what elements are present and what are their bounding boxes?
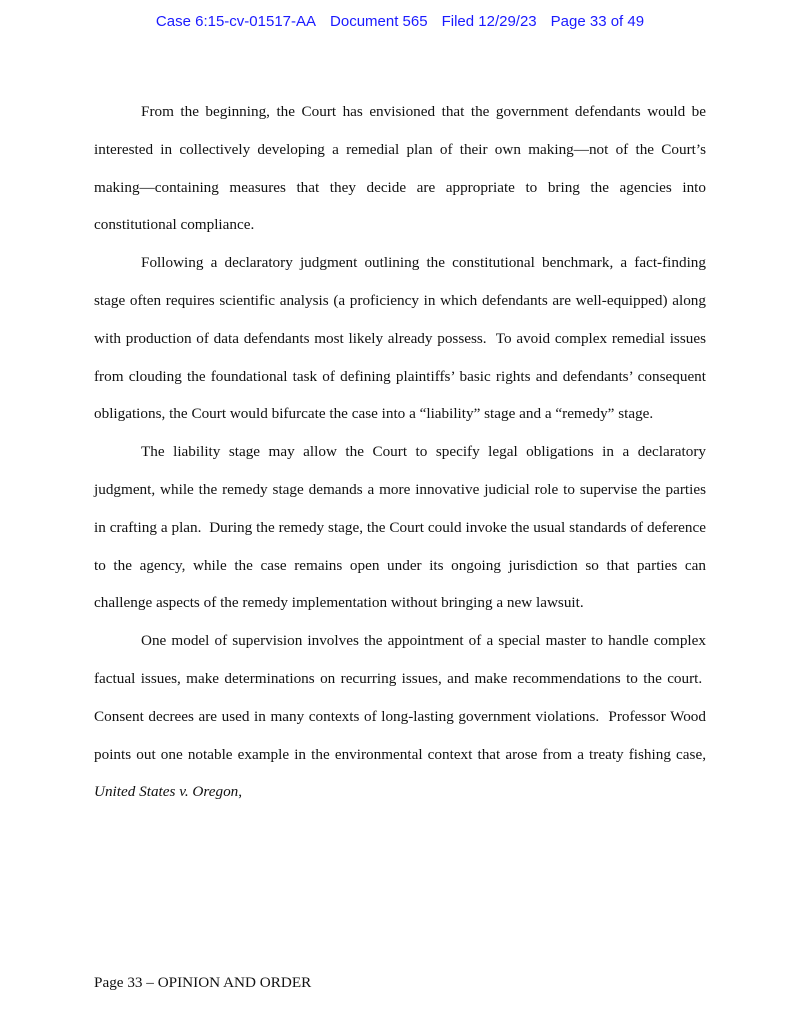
filed-date: Filed 12/29/23: [441, 13, 537, 30]
case-citation: United States v. Oregon: [94, 783, 239, 801]
paragraph-2: Following a declaratory judgment outlining the constitutional benchmark, a fact-finding stage often requires scientific analysis (a proficiency in which defendants are well-equipped) along with production of data defendants most likely already possess. To avoid complex remedial issues from clouding the foundational task of defining plaintiffs’ basic rights and defendants’ consequent obligations, the Court would bifurcate the case into a “liability” stage and a “remedy” stage.: [94, 254, 706, 423]
case-number: Case 6:15-cv-01517-AA: [155, 13, 317, 30]
opinion-body: [94, 93, 706, 811]
ecf-header: [0, 13, 800, 30]
page-footer: Page 33 – OPINION AND ORDER: [94, 974, 312, 991]
page-indicator: Page 33 of 49: [550, 13, 645, 30]
paragraph-4: [94, 622, 706, 811]
paragraph-4-text: One model of supervision involves the appointment of a special master to handle complex factual issues, make determinations on recurring issues, and make recommendations to the court. Consent decrees are used in many contexts of long-lasting government violations. Professor Wood points out one notable example in the environmental context that arose from a treaty fishing case,: [94, 632, 706, 763]
paragraph-4-trailing: ,: [238, 783, 243, 801]
paragraph-3: The liability stage may allow the Court to specify legal obligations in a declaratory judgment, while the remedy stage demands a more innovative judicial role to supervise the parties in crafting a plan. During the remedy stage, the Court could invoke the usual standards of deference to the agency, while the case remains open under its ongoing jurisdiction so that parties can challenge aspects of the remedy implementation without bringing a new lawsuit.: [94, 443, 706, 612]
paragraph-1: From the beginning, the Court has envisioned that the government defendants would be interested in collectively developing a remedial plan of their own making—not of the Court’s making—containing measures that they decide are appropriate to bring the agencies into constitutional compliance.: [94, 103, 706, 234]
document-number: Document 565: [330, 13, 428, 30]
